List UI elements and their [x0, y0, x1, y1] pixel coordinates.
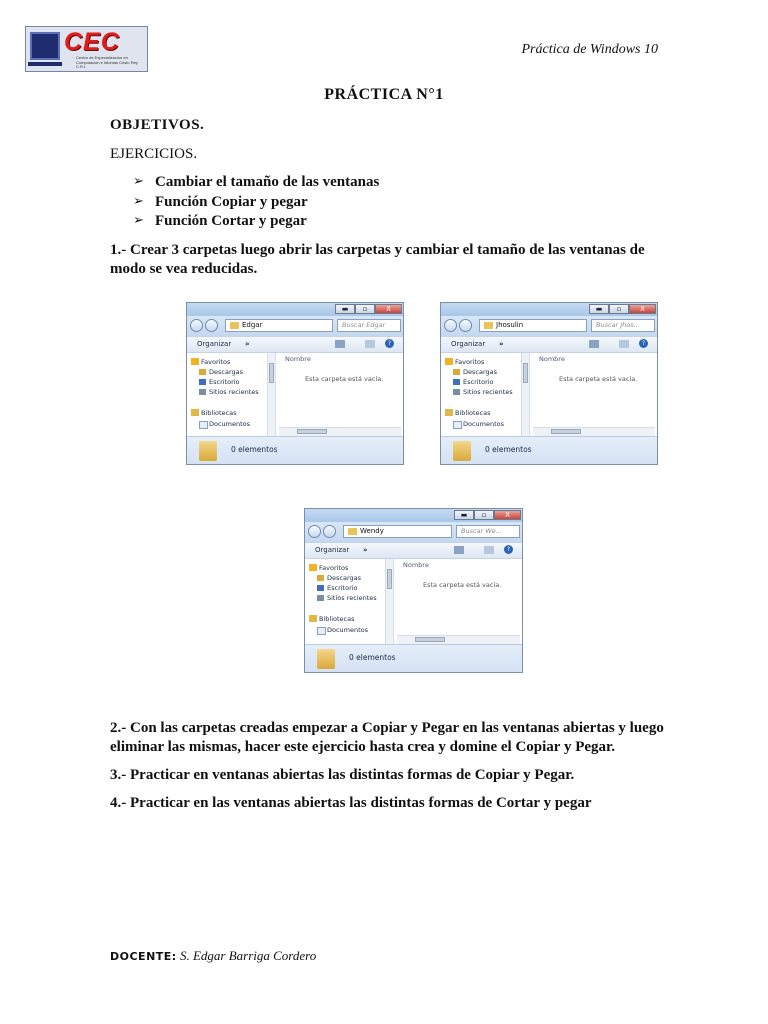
paragraph-3: 3.- Practicar en ventanas abiertas las distintas formas de Copiar y Pegar. — [110, 767, 575, 783]
minimize-button[interactable]: ▬ — [335, 304, 355, 314]
view-icon[interactable] — [335, 340, 345, 348]
more-button[interactable]: » — [499, 340, 504, 348]
nav-downloads[interactable]: Descargas — [327, 574, 361, 582]
view-icon[interactable] — [454, 546, 464, 554]
nav-documents[interactable]: Documentos — [463, 420, 504, 428]
forward-button[interactable] — [323, 525, 336, 538]
folder-icon — [348, 528, 357, 535]
folder-icon — [230, 322, 239, 329]
horizontal-scrollbar[interactable] — [533, 427, 655, 436]
preview-pane-icon[interactable] — [484, 546, 494, 554]
document-icon — [317, 627, 326, 635]
status-bar — [441, 436, 657, 465]
libraries-icon — [191, 409, 199, 416]
recent-places-icon — [453, 389, 460, 395]
file-list — [277, 353, 403, 436]
arrow-bullet-icon: ➢ — [133, 174, 144, 189]
organize-button[interactable]: Organizar — [451, 340, 486, 348]
navigation-pane — [441, 353, 530, 436]
paragraph-1: 1.- Crear 3 carpetas luego abrir las carpetas y cambiar el tamaño de las ventanas de modo se vea reducidas. — [110, 242, 645, 277]
paragraph-2: 2.- Con las carpetas creadas empezar a Copiar y Pegar en las ventanas abiertas y luego eliminar las mismas, hacer este ejercicio hasta crea y domine el Copiar y Pegar. — [110, 720, 664, 755]
footer: DOCENTE: S. Edgar Barriga Cordero — [110, 948, 317, 963]
address-row — [187, 316, 403, 336]
file-list — [395, 559, 522, 644]
back-button[interactable] — [444, 319, 457, 332]
address-bar[interactable]: Wendy — [343, 525, 452, 538]
organize-button[interactable]: Organizar — [315, 546, 350, 554]
address-bar[interactable]: Edgar — [225, 319, 333, 332]
libraries-icon — [445, 409, 453, 416]
minimize-button[interactable]: ▬ — [454, 510, 474, 520]
explorer-body — [187, 353, 403, 436]
explorer-window — [440, 302, 658, 465]
exercise-list — [133, 174, 379, 233]
desktop-icon — [453, 379, 460, 385]
address-row — [441, 316, 657, 336]
file-list — [531, 353, 657, 436]
close-button[interactable]: X — [375, 304, 402, 314]
paragraph-4: 4.- Practicar en las ventanas abiertas las distintas formas de Cortar y pegar — [110, 795, 592, 811]
section-ejercicios: EJERCICIOS. — [110, 146, 198, 162]
star-icon — [191, 358, 199, 365]
preview-pane-icon[interactable] — [365, 340, 375, 348]
back-button[interactable] — [308, 525, 321, 538]
empty-folder-message: Esta carpeta está vacía. — [559, 375, 638, 383]
column-header-name[interactable]: Nombre — [403, 561, 429, 569]
toolbar — [305, 542, 522, 559]
logo-text: CEC — [64, 28, 120, 56]
nav-favorites[interactable]: Favoritos — [455, 358, 484, 366]
navigation-pane — [187, 353, 276, 436]
document-icon — [199, 421, 208, 429]
back-button[interactable] — [190, 319, 203, 332]
list-item: ➢ Función Cortar y pegar — [133, 213, 307, 229]
footer-name: S. Edgar Barriga Cordero — [176, 948, 317, 963]
maximize-button[interactable]: ▫ — [474, 510, 494, 520]
more-button[interactable]: » — [245, 340, 250, 348]
downloads-icon — [199, 369, 206, 375]
folder-icon — [484, 322, 493, 329]
nav-recent[interactable]: Sitios recientes — [327, 594, 377, 602]
empty-folder-message: Esta carpeta está vacía. — [423, 581, 502, 589]
nav-scrollbar[interactable] — [521, 353, 529, 436]
computer-icon — [30, 32, 60, 60]
section-objetivos: OBJETIVOS. — [110, 117, 205, 133]
nav-desktop[interactable]: Escritorio — [463, 378, 494, 386]
nav-favorites[interactable]: Favoritos — [319, 564, 348, 572]
logo-subtitle: Centro de Especialización en Computación e Idiomas Cristo Rey C.R.I. — [76, 55, 138, 69]
view-icon[interactable] — [589, 340, 599, 348]
explorer-window — [304, 508, 523, 673]
nav-libraries[interactable]: Bibliotecas — [201, 409, 236, 417]
search-input[interactable]: Buscar Jhos... — [591, 319, 655, 332]
nav-libraries[interactable]: Bibliotecas — [455, 409, 490, 417]
close-button[interactable]: X — [629, 304, 656, 314]
forward-button[interactable] — [205, 319, 218, 332]
navigation-pane — [305, 559, 394, 644]
maximize-button[interactable]: ▫ — [355, 304, 375, 314]
recent-places-icon — [199, 389, 206, 395]
toolbar — [187, 336, 403, 353]
nav-recent[interactable]: Sitios recientes — [463, 388, 513, 396]
minimize-button[interactable]: ▬ — [589, 304, 609, 314]
search-input[interactable]: Buscar Edgar — [337, 319, 401, 332]
status-text: 0 elementos — [349, 653, 396, 662]
star-icon — [309, 564, 317, 571]
star-icon — [445, 358, 453, 365]
page-title: PRÁCTICA N°1 — [324, 86, 444, 103]
address-row — [305, 522, 522, 542]
downloads-icon — [453, 369, 460, 375]
explorer-body — [305, 559, 522, 644]
organize-button[interactable]: Organizar — [197, 340, 232, 348]
downloads-icon — [317, 575, 324, 581]
explorer-window — [186, 302, 404, 465]
forward-button[interactable] — [459, 319, 472, 332]
folder-icon — [453, 441, 471, 461]
toolbar — [441, 336, 657, 353]
folder-icon — [199, 441, 217, 461]
address-bar[interactable]: Jhosulin — [479, 319, 587, 332]
nav-scrollbar[interactable] — [385, 559, 393, 644]
arrow-bullet-icon: ➢ — [133, 213, 144, 228]
nav-libraries[interactable]: Bibliotecas — [319, 615, 354, 623]
nav-desktop[interactable]: Escritorio — [327, 584, 358, 592]
column-header-name[interactable]: Nombre — [285, 355, 311, 363]
column-header-name[interactable]: Nombre — [539, 355, 565, 363]
window-titlebar — [187, 303, 403, 316]
nav-favorites[interactable]: Favoritos — [201, 358, 230, 366]
status-bar — [187, 436, 403, 465]
status-text: 0 elementos — [231, 445, 278, 454]
nav-scrollbar[interactable] — [267, 353, 275, 436]
cec-logo — [25, 26, 148, 72]
explorer-body — [441, 353, 657, 436]
horizontal-scrollbar[interactable] — [279, 427, 401, 436]
window-titlebar — [441, 303, 657, 316]
status-bar — [305, 644, 522, 673]
horizontal-scrollbar[interactable] — [397, 635, 520, 644]
window-titlebar — [305, 509, 522, 522]
list-item: ➢ Función Copiar y pegar — [133, 193, 308, 210]
recent-places-icon — [317, 595, 324, 601]
folder-icon — [317, 649, 335, 669]
list-item: ➢ Cambiar el tamaño de las ventanas — [133, 174, 380, 190]
header-title: Práctica de Windows 10 — [521, 42, 658, 57]
nav-desktop[interactable]: Escritorio — [209, 378, 240, 386]
maximize-button[interactable]: ▫ — [609, 304, 629, 314]
desktop-icon — [199, 379, 206, 385]
nav-downloads[interactable]: Descargas — [209, 368, 243, 376]
nav-documents[interactable]: Documentos — [327, 626, 368, 634]
help-icon[interactable]: ? — [504, 545, 513, 554]
desktop-icon — [317, 585, 324, 591]
libraries-icon — [309, 615, 317, 622]
search-input[interactable]: Buscar We... — [456, 525, 520, 538]
preview-pane-icon[interactable] — [619, 340, 629, 348]
nav-recent[interactable]: Sitios recientes — [209, 388, 259, 396]
more-button[interactable]: » — [363, 546, 368, 554]
help-icon[interactable]: ? — [639, 339, 648, 348]
close-button[interactable]: X — [494, 510, 521, 520]
nav-documents[interactable]: Documentos — [209, 420, 250, 428]
help-icon[interactable]: ? — [385, 339, 394, 348]
status-text: 0 elementos — [485, 445, 532, 454]
nav-downloads[interactable]: Descargas — [463, 368, 497, 376]
footer-label: DOCENTE — [110, 950, 172, 963]
arrow-bullet-icon: ➢ — [133, 193, 144, 209]
document-icon — [453, 421, 462, 429]
empty-folder-message: Esta carpeta está vacía. — [305, 375, 384, 383]
